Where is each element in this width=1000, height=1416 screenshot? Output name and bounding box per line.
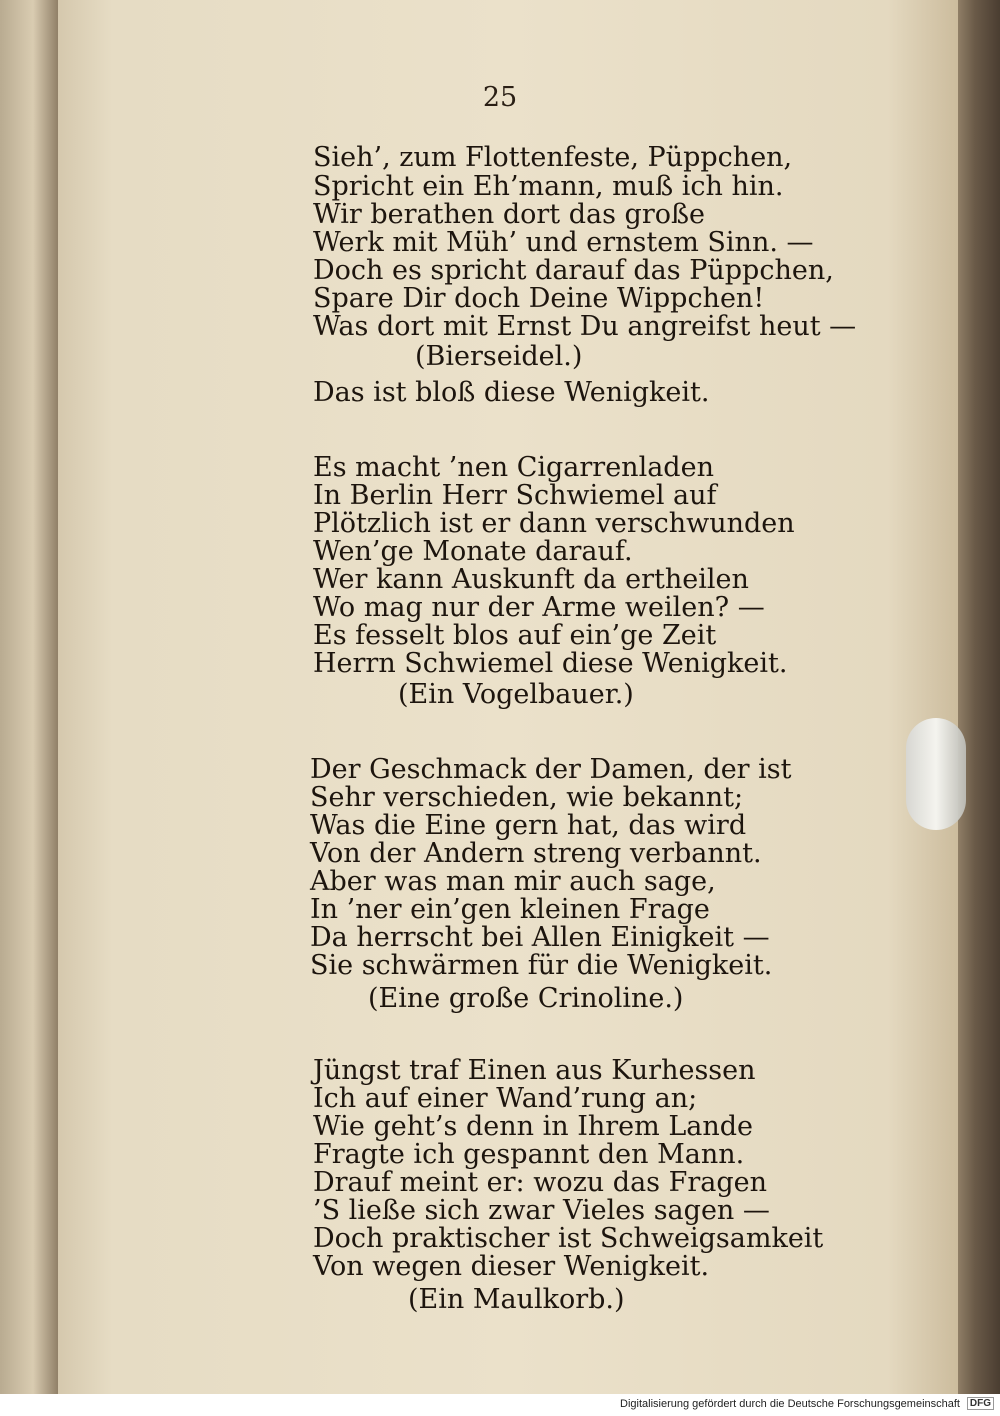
left-page-edge bbox=[0, 0, 60, 1394]
dfg-logo: DFG bbox=[967, 1397, 994, 1410]
verse-line: Es macht ’nen Cigarrenladen bbox=[313, 452, 714, 483]
verse-line: Sie schwärmen für die Wenigkeit. bbox=[310, 950, 773, 981]
verse-line: Plötzlich ist er dann verschwunden bbox=[313, 508, 795, 539]
right-book-edge bbox=[958, 0, 1000, 1394]
verse-line: Werk mit Müh’ und ernstem Sinn. — bbox=[313, 227, 814, 258]
verse-line: Wer kann Auskunft da ertheilen bbox=[313, 564, 749, 595]
verse-line: Herrn Schwiemel diese Wenigkeit. bbox=[313, 648, 788, 679]
verse-line: Aber was man mir auch sage, bbox=[310, 866, 716, 897]
verse-line: Doch es spricht darauf das Püppchen, bbox=[313, 255, 834, 286]
verse-line: ’S ließe sich zwar Vieles sagen — bbox=[313, 1195, 770, 1226]
verse-line: Wir berathen dort das große bbox=[313, 199, 706, 230]
verse-caption: (Eine große Crinoline.) bbox=[368, 983, 684, 1014]
verse-caption: (Bierseidel.) bbox=[415, 341, 583, 372]
verse-line: Wen’ge Monate darauf. bbox=[313, 536, 633, 567]
verse-line: Von wegen dieser Wenigkeit. bbox=[313, 1251, 710, 1282]
verse-line: Was dort mit Ernst Du angreifst heut — bbox=[313, 311, 857, 342]
verse-line: Es fesselt blos auf ein’ge Zeit bbox=[313, 620, 717, 651]
verse-line: Wie geht’s denn in Ihrem Lande bbox=[313, 1111, 754, 1142]
verse-line: In Berlin Herr Schwiemel auf bbox=[313, 480, 717, 511]
verse-line: Von der Andern streng verbannt. bbox=[310, 838, 762, 869]
verse-line: Da herrscht bei Allen Einigkeit — bbox=[310, 922, 770, 953]
bookmark-clip bbox=[906, 718, 966, 830]
verse-line: Was die Eine gern hat, das wird bbox=[310, 810, 747, 841]
verse-line: Das ist bloß diese Wenigkeit. bbox=[313, 377, 710, 408]
footer-credit: Digitalisierung gefördert durch die Deutsche Forschungsgemeinschaft bbox=[620, 1398, 960, 1410]
verse-line: Spricht ein Eh’mann, muß ich hin. bbox=[313, 171, 784, 202]
verse-line: In ’ner ein’gen kleinen Frage bbox=[310, 894, 710, 925]
verse-line: Ich auf einer Wand’rung an; bbox=[313, 1083, 698, 1114]
verse-line: Jüngst traf Einen aus Kurhessen bbox=[313, 1055, 756, 1086]
verse-line: Doch praktischer ist Schweigsamkeit bbox=[313, 1223, 824, 1254]
verse-line: Der Geschmack der Damen, der ist bbox=[310, 754, 792, 785]
verse-line: Sieh’, zum Flottenfeste, Püppchen, bbox=[313, 142, 793, 173]
verse-line: Drauf meint er: wozu das Fragen bbox=[313, 1167, 767, 1198]
footer-bar bbox=[0, 1394, 1000, 1416]
verse-line: Wo mag nur der Arme weilen? — bbox=[313, 592, 765, 623]
verse-caption: (Ein Maulkorb.) bbox=[408, 1284, 625, 1315]
verse-line: Fragte ich gespannt den Mann. bbox=[313, 1139, 745, 1170]
verse-line: Sehr verschieden, wie bekannt; bbox=[310, 782, 744, 813]
verse-caption: (Ein Vogelbauer.) bbox=[398, 679, 634, 710]
page-number: 25 bbox=[482, 82, 518, 113]
verse-line: Spare Dir doch Deine Wippchen! bbox=[313, 283, 765, 314]
